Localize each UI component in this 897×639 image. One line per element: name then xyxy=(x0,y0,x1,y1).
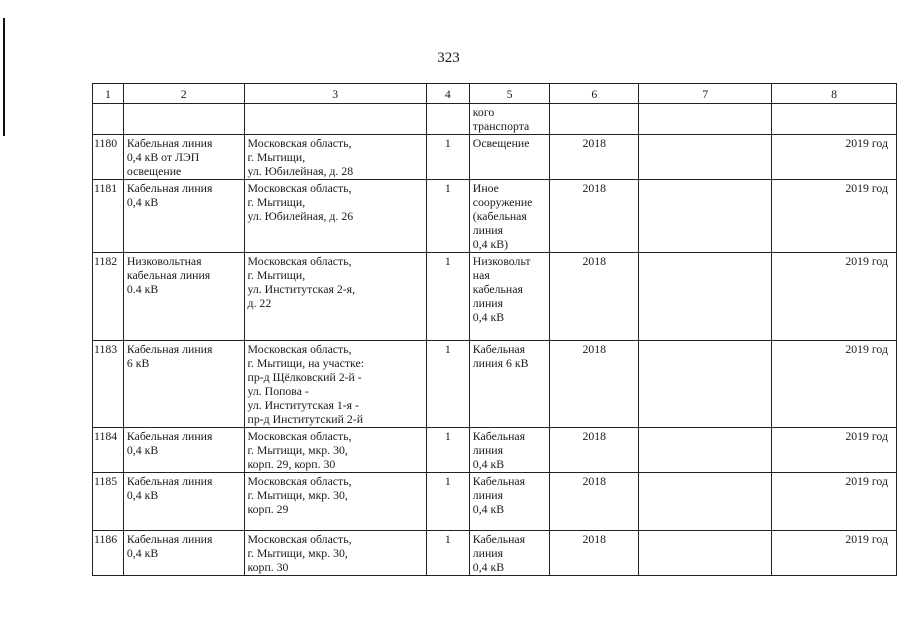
header-cell: 5 xyxy=(469,84,550,104)
header-cell: 2 xyxy=(123,84,244,104)
quantity-cell: 1 xyxy=(426,473,469,531)
header-row xyxy=(93,84,897,104)
empty-cell xyxy=(639,135,772,180)
name-cell: Низковольтная кабельная линия 0.4 кВ xyxy=(123,253,244,341)
year-cell: 2018 xyxy=(550,341,639,428)
term-cell xyxy=(772,104,897,135)
header-cell: 7 xyxy=(639,84,772,104)
quantity-cell: 1 xyxy=(426,135,469,180)
type-cell: Кабельная линия 0,4 кВ xyxy=(469,473,550,531)
row-number-cell: 1183 xyxy=(93,341,124,428)
term-cell: 2019 год xyxy=(772,531,897,576)
address-cell: Московская область, г. Мытищи, ул. Юбилейная, д. 26 xyxy=(244,180,426,253)
binding-mark xyxy=(3,18,5,136)
header-cell: 1 xyxy=(93,84,124,104)
year-cell: 2018 xyxy=(550,180,639,253)
quantity-cell: 1 xyxy=(426,253,469,341)
table-row xyxy=(93,253,897,341)
year-cell: 2018 xyxy=(550,531,639,576)
quantity-cell: 1 xyxy=(426,531,469,576)
term-cell: 2019 год xyxy=(772,180,897,253)
empty-cell xyxy=(639,473,772,531)
term-cell: 2019 год xyxy=(772,428,897,473)
table-row xyxy=(93,473,897,531)
address-cell: Московская область, г. Мытищи, ул. Юбилейная, д. 28 xyxy=(244,135,426,180)
address-cell: Московская область, г. Мытищи, мкр. 30, корп. 30 xyxy=(244,531,426,576)
table-row xyxy=(93,428,897,473)
year-cell xyxy=(550,104,639,135)
year-cell: 2018 xyxy=(550,473,639,531)
table-row xyxy=(93,341,897,428)
type-cell: Кабельная линия 6 кВ xyxy=(469,341,550,428)
header-cell: 4 xyxy=(426,84,469,104)
address-cell: Московская область, г. Мытищи, на участке: пр-д Щёлковский 2-й - ул. Попова - ул. Институтская 1-я - пр-д Институтский 2-й xyxy=(244,341,426,428)
row-number-cell xyxy=(93,104,124,135)
table-row xyxy=(93,180,897,253)
header-cell: 8 xyxy=(772,84,897,104)
table-row xyxy=(93,104,897,135)
year-cell: 2018 xyxy=(550,253,639,341)
year-cell: 2018 xyxy=(550,135,639,180)
type-cell: кого транспорта xyxy=(469,104,550,135)
row-number-cell: 1186 xyxy=(93,531,124,576)
empty-cell xyxy=(639,253,772,341)
table-row xyxy=(93,135,897,180)
quantity-cell: 1 xyxy=(426,180,469,253)
name-cell: Кабельная линия 0,4 кВ xyxy=(123,473,244,531)
name-cell: Кабельная линия 6 кВ xyxy=(123,341,244,428)
address-cell: Московская область, г. Мытищи, мкр. 30, корп. 29, корп. 30 xyxy=(244,428,426,473)
empty-cell xyxy=(639,341,772,428)
type-cell: Кабельная линия 0,4 кВ xyxy=(469,531,550,576)
empty-cell xyxy=(639,180,772,253)
page-number: 323 xyxy=(437,50,460,66)
name-cell xyxy=(123,104,244,135)
empty-cell xyxy=(639,531,772,576)
type-cell: Низковольт ная кабельная линия 0,4 кВ xyxy=(469,253,550,341)
type-cell: Освещение xyxy=(469,135,550,180)
term-cell: 2019 год xyxy=(772,135,897,180)
name-cell: Кабельная линия 0,4 кВ xyxy=(123,531,244,576)
row-number-cell: 1182 xyxy=(93,253,124,341)
name-cell: Кабельная линия 0,4 кВ xyxy=(123,180,244,253)
row-number-cell: 1184 xyxy=(93,428,124,473)
row-number-cell: 1185 xyxy=(93,473,124,531)
name-cell: Кабельная линия 0,4 кВ от ЛЭП освещение xyxy=(123,135,244,180)
registry-table xyxy=(92,83,897,576)
empty-cell xyxy=(639,104,772,135)
term-cell: 2019 год xyxy=(772,473,897,531)
row-number-cell: 1180 xyxy=(93,135,124,180)
quantity-cell xyxy=(426,104,469,135)
type-cell: Иное сооружение (кабельная линия 0,4 кВ) xyxy=(469,180,550,253)
address-cell: Московская область, г. Мытищи, мкр. 30, корп. 29 xyxy=(244,473,426,531)
quantity-cell: 1 xyxy=(426,428,469,473)
table-row xyxy=(93,531,897,576)
empty-cell xyxy=(639,428,772,473)
year-cell: 2018 xyxy=(550,428,639,473)
term-cell: 2019 год xyxy=(772,253,897,341)
term-cell: 2019 год xyxy=(772,341,897,428)
name-cell: Кабельная линия 0,4 кВ xyxy=(123,428,244,473)
address-cell: Московская область, г. Мытищи, ул. Институтская 2-я, д. 22 xyxy=(244,253,426,341)
type-cell: Кабельная линия 0,4 кВ xyxy=(469,428,550,473)
header-cell: 6 xyxy=(550,84,639,104)
quantity-cell: 1 xyxy=(426,341,469,428)
header-cell: 3 xyxy=(244,84,426,104)
row-number-cell: 1181 xyxy=(93,180,124,253)
address-cell xyxy=(244,104,426,135)
